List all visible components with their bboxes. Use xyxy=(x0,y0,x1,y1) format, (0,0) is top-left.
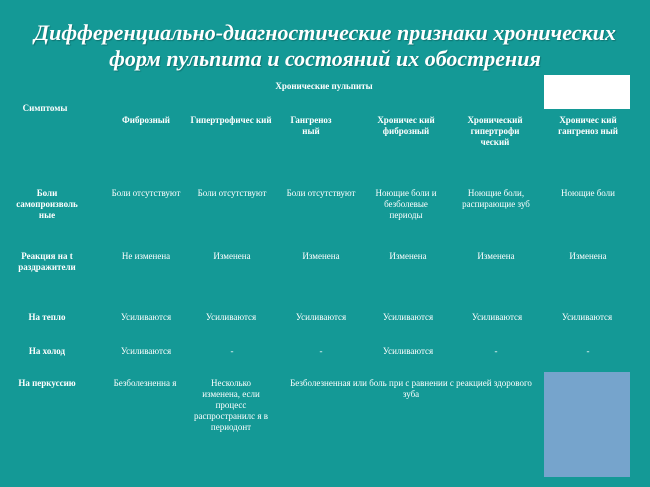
table-cell: Усиливаются xyxy=(471,312,523,322)
table-cell: Боли отсутствуют xyxy=(286,188,356,198)
table-cell: Безболезненна я xyxy=(113,378,177,388)
table-cell: Несколько изменена, если процесс распространилс я в периодонт xyxy=(193,378,269,432)
table-cell: - xyxy=(319,346,323,356)
col-header-hypertrophic: Гипертрофичес кий xyxy=(190,115,272,125)
group-header: Хронические пульпиты xyxy=(275,81,373,91)
row-symptom-percussion: На перкуссию xyxy=(18,378,76,388)
table-cell: Усиливаются xyxy=(561,312,613,322)
col-header-gangrenous: Гангреноз ный xyxy=(290,115,332,136)
table-cell: Усиливаются xyxy=(120,346,172,356)
blue-placeholder-box xyxy=(544,372,630,477)
table-cell: Усиливаются xyxy=(120,312,172,322)
table-cell: Усиливаются xyxy=(295,312,347,322)
table-cell: Ноющие боли, распирающие зуб xyxy=(462,188,530,209)
title-line-2: форм пульпита и состояний их обострения xyxy=(109,46,541,71)
col-header-fibrous: Фиброзный xyxy=(122,115,170,125)
table-cell: Боли отсутствуют xyxy=(197,188,267,198)
table-cell: Изменена xyxy=(213,251,251,261)
table-cell: Усиливаются xyxy=(205,312,257,322)
col-header-chronic-fibrous: Хроничес кий фиброзный xyxy=(377,115,435,136)
page-title xyxy=(0,20,650,72)
table-cell: Усиливаются xyxy=(382,312,434,322)
table-cell: Изменена xyxy=(477,251,515,261)
symptoms-header: Симптомы xyxy=(22,103,68,113)
table-cell: Изменена xyxy=(389,251,427,261)
title-line-1: Дифференциально-диагностические признаки хронических xyxy=(34,20,616,45)
row-symptom-heat: На тепло xyxy=(28,312,66,322)
table-cell: - xyxy=(586,346,590,356)
table-cell: Не изменена xyxy=(121,251,171,261)
white-placeholder-box xyxy=(544,75,630,109)
row-symptom-cold: На холод xyxy=(28,346,66,356)
table-cell: Изменена xyxy=(569,251,607,261)
table-cell: - xyxy=(494,346,498,356)
row-symptom-temperature-reaction: Реакция на t раздражители xyxy=(18,251,76,272)
row-symptom-spontaneous-pain: Боли самопроизволь ные xyxy=(16,188,78,220)
col-header-chronic-hypertrophic: Хронический гипертрофи ческий xyxy=(467,115,523,147)
table-cell: Изменена xyxy=(302,251,340,261)
table-cell: Боли отсутствуют xyxy=(111,188,181,198)
table-cell: Ноющие боли и безболевые периоды xyxy=(375,188,437,220)
table-cell: - xyxy=(230,346,234,356)
table-cell-merged: Безболезненная или боль при с равнении с реакцией здорового зуба xyxy=(290,378,532,399)
table-cell: Усиливаются xyxy=(382,346,434,356)
col-header-chronic-gangrenous: Хроничес кий гангреноз ный xyxy=(558,115,618,136)
table-cell: Ноющие боли xyxy=(561,188,615,198)
